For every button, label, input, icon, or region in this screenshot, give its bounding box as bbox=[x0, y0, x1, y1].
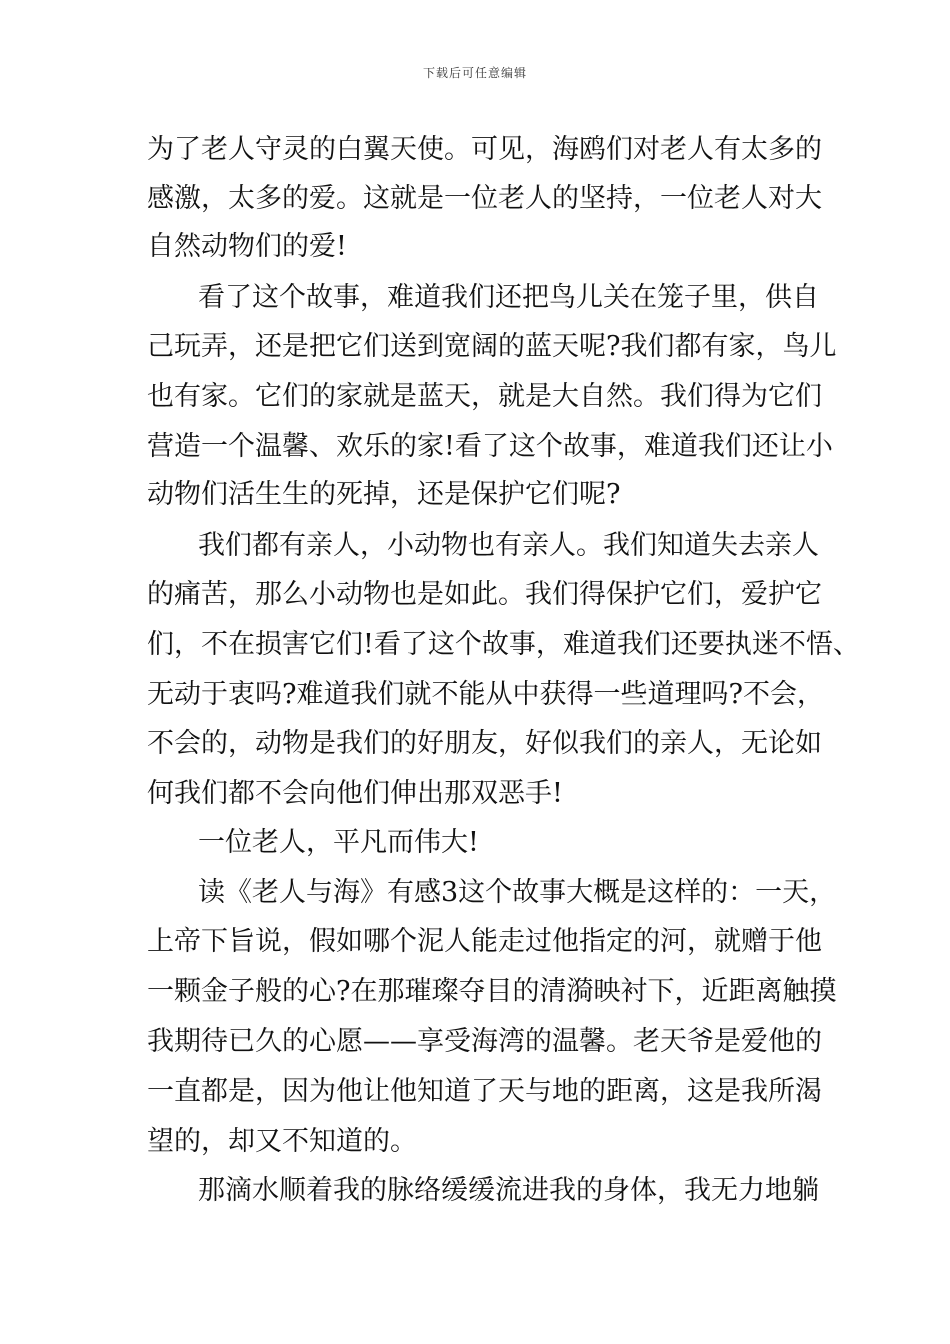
text-line: 们，不在损害它们!看了这个故事，难道我们还要执迷不悟、 bbox=[147, 629, 860, 660]
text-line: 我期待已久的心愿——享受海湾的温馨。老天爷是爱他的 bbox=[147, 1026, 822, 1057]
text-line: 何我们都不会向他们伸出那双恶手! bbox=[147, 778, 563, 809]
text-line: 上帝下旨说，假如哪个泥人能走过他指定的河，就赠于他 bbox=[147, 926, 822, 957]
text-line: 的痛苦，那么小动物也是如此。我们得保护它们，爱护它 bbox=[147, 579, 822, 610]
paragraph-start-line: 读《老人与海》有感3这个故事大概是这样的：一天， bbox=[198, 877, 837, 908]
text-line: 营造一个温馨、欢乐的家!看了这个故事，难道我们还让小 bbox=[147, 431, 833, 462]
page-header: 下载后可任意编辑 bbox=[422, 66, 527, 80]
text-line: 动物们活生生的死掉，还是保护它们呢? bbox=[147, 479, 621, 510]
text-line: 望的，却又不知道的。 bbox=[147, 1126, 417, 1157]
paragraph-start-line: 那滴水顺着我的脉络缓缓流进我的身体，我无力地躺 bbox=[198, 1175, 819, 1206]
text-line: 己玩弄，还是把它们送到宽阔的蓝天呢?我们都有家，鸟儿 bbox=[147, 331, 837, 362]
text-line: 自然动物们的爱! bbox=[147, 231, 347, 262]
text-line: 不会的，动物是我们的好朋友，好似我们的亲人，无论如 bbox=[147, 728, 822, 759]
text-line: 一颗金子般的心?在那璀璨夺目的清漪映衬下，近距离触摸 bbox=[147, 976, 837, 1007]
text-line: 一直都是，因为他让他知道了天与地的距离，这是我所渴 bbox=[147, 1076, 822, 1107]
paragraph-start-line: 一位老人，平凡而伟大! bbox=[198, 827, 479, 858]
paragraph-start-line: 我们都有亲人，小动物也有亲人。我们知道失去亲人 bbox=[198, 530, 819, 561]
text-line: 也有家。它们的家就是蓝天，就是大自然。我们得为它们 bbox=[147, 381, 822, 412]
paragraph-start-line: 看了这个故事，难道我们还把鸟儿关在笼子里，供自 bbox=[198, 282, 819, 313]
text-line: 为了老人守灵的白翼天使。可见，海鸥们对老人有太多的 bbox=[147, 134, 822, 165]
text-line: 感激，太多的爱。这就是一位老人的坚持，一位老人对大 bbox=[147, 183, 822, 214]
text-line: 无动于衷吗?难道我们就不能从中获得一些道理吗?不会， bbox=[147, 679, 824, 710]
